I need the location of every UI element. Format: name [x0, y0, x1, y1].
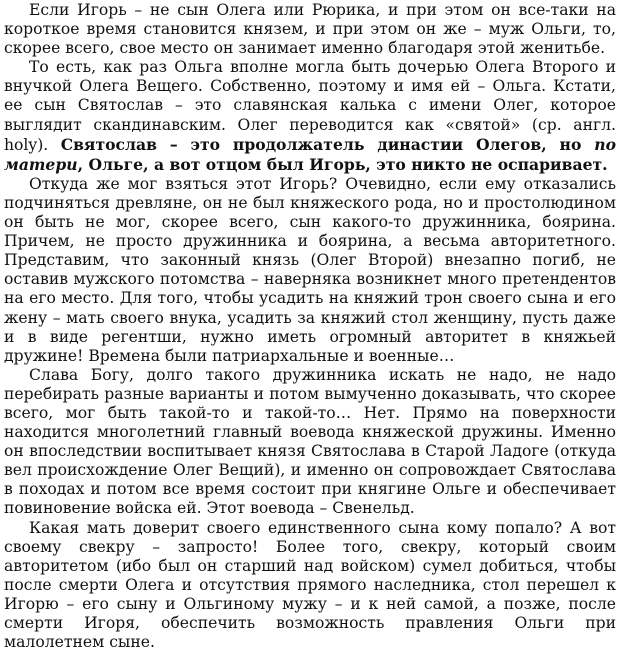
paragraph-4-text: Слава Богу, долго такого дружинника искать не надо, не надо перебирать разные варианты и потом вымученно доказывать, что скорее всего, мог быть такой-то и такой-то… Нет. Прямо на поверхности находится многолетний главный воевода княжеской дружины. Именно он впоследствии воспитывает князя Святослава в Старой Ладоге (откуда вел происхождение Олег Вещий), и именно он сопровождает Святослава в походах и потом все время состоит при княгине Ольге и обеспечивает повиновение войска ей. Этот воевода – Свенельд. — [4, 365, 616, 518]
paragraph-2-bold-thesis-start: Святослав – это продолжатель династии Олегов, но — [60, 134, 595, 154]
paragraph-2-bold-italic-phrase: по матери — [4, 134, 617, 174]
paragraph-1 — [4, 1, 616, 58]
paragraph-2-bold-thesis-end: , Ольге, а вот отцом был Игорь, это никто не оспаривает. — [77, 154, 608, 174]
paragraph-2-text: То есть, как раз Ольга вполне могла быть дочерью Олега Второго и внучкой Олега Вещего. Собственно, поэтому и имя ей – Ольга. Кстати, ее сын Святослав – это славянская калька с имени Олег, которое выглядит скандинавским. Олег переводится как «святой» (ср. англ. holy). — [4, 58, 616, 154]
paragraph-1-text: Если Игорь – не сын Олега или Рюрика, и при этом он все-таки на короткое время становится князем, и при этом он же – муж Ольги, то, скорее всего, свое место он занимает именно благодаря этой женитьбе. — [4, 1, 616, 58]
paragraph-5 — [4, 519, 616, 652]
paragraph-3-text: Откуда же мог взяться этот Игорь? Очевидно, если ему отказались подчиняться древляне, он не был княжеского рода, но и простолюдином он быть не мог, скорее всего, сын какого-то дружинника, боярина. Причем, не просто дружинника и боярина, а весьма авторитетного. Представим, что законный князь (Олег Второй) внезапно погиб, не оставив мужского потомства – наверняка возникнет много претендентов на его место. Для того, чтобы усадить на княжий трон своего сына и его жену – мать своего внука, усадить за княжий стол женщину, пусть даже и в виде регентши, нужно иметь огромный авторитет в княжьей дружине! Времена были патриархальные и военные… — [4, 174, 616, 365]
paragraph-4 — [4, 366, 616, 519]
paragraph-2 — [4, 58, 616, 175]
paragraph-5-text: Какая мать доверит своего единственного сына кому попало? А вот своему свекру – запросто! Более того, свекру, который своим авторитетом (ибо был он старший над войском) сумел добиться, чтобы после смерти Олега и отсутствия прямого наследника, стол перешел к Игорю – его сыну и Ольгиному мужу – и к ней самой, а позже, после смерти Игоря, обеспечить возможность правления Ольги при малолетнем сыне. — [4, 518, 616, 652]
paragraph-3 — [4, 175, 616, 366]
